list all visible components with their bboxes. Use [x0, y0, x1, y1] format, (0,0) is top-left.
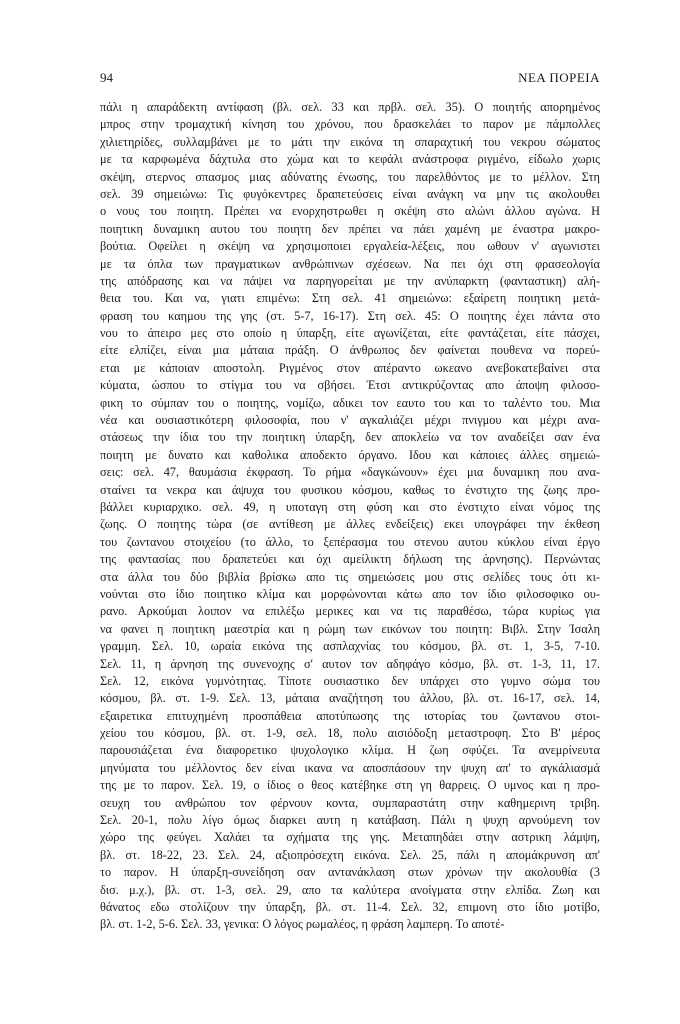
text-line: χώρο της φεύγει. Χαλάει τα σχήματα της γης. Μεταπηδάει στην αστρικη λάμψη,	[100, 830, 600, 845]
text-line: Σελ. 20-1, πολυ λίγο όμως διαρκει αυτη η κατάβαση. Πάλι η ψυχη αρνούμενη τον	[100, 813, 600, 828]
text-line: σελ. 39 σημειώνω: Τις φυγόκεντρες δραπετεύσεις είναι ανάγκη να μην τις ακολουθει	[100, 186, 600, 201]
text-line: σεις: σελ. 47, θαυμάσια έκφραση. Το ρήμα «δαγκώνουν» έχει μια δυναμικη που ανα-	[100, 465, 600, 480]
text-line: εξαιρετικα επιτυχημένη προσπάθεια αποτύπωσης της ιστορίας του ζωντανου στοι-	[100, 708, 600, 723]
text-line: στάσεως την ίδια του την ποιητικη ύπαρξη, δεν αποκλείω να τον αναδείξει σαν ένα	[100, 430, 600, 445]
text-line: ρανο. Αρκούμαι λοιπον να επιλέξω μερικες και να τις παραθέσω, τώρα κυρίως για	[100, 604, 600, 619]
text-line: του ζωντανου στοιχείου (το άλλο, το ξεπέρασμα του στενου αυτου κύκλου είναι έργο	[100, 534, 600, 549]
text-line: μηνύματα του μέλλοντος δεν είναι ικανα να αποσπάσουν την ψυχη απ' το αγκάλιασμά	[100, 760, 600, 775]
text-line: φικη το σύμπαν του ο ποιητης, νομίζω, αδικει τον εαυτο του και το ταλέντο του. Μια	[100, 395, 600, 410]
text-line: δισ. μ.χ.), βλ. στ. 1-3, σελ. 29, απο τα καλύτερα ανοίγματα στην ελπίδα. Ζωη και	[100, 882, 600, 897]
text-line: γραμμη. Σελ. 10, ωραία εικόνα της ασπλαχνίας του κόσμου, βλ. στ. 1, 3-5, 7-10.	[100, 639, 600, 654]
text-line: χείου του κόσμου, βλ. στ. 1-9, σελ. 18, πολυ αισιόδοξη μεταστροφη. Στο Β' μέρος	[100, 726, 600, 741]
text-line: βλ. στ. 1-2, 5-6. Σελ. 33, γενικα: Ο λόγος ρωμαλέος, η φράση λαμπερη. Το αποτέ-	[100, 917, 505, 932]
text-line: σευχη του ανθρώπου τον φέρνουν κοντα, συμπαραστάτη στην καθημερινη τριβη.	[100, 795, 600, 810]
text-line: βλ. στ. 18-22, 23. Σελ. 24, αξιοπρόσεχτη εικόνα. Σελ. 25, πάλι η απομάκρυνση απ'	[100, 847, 600, 862]
text-line: Σελ. 12, εικόνα γυμνότητας. Τίποτε ουσιαστικο δεν υπάρχει στο γυμνο σώμα του	[100, 673, 600, 688]
text-line: της απόδρασης και να πάψει να παρηγορείται με την ανύπαρκτη (φανταστικη) αλή-	[100, 273, 600, 288]
text-line: το παρον. Η ύπαρξη-συνείδηση σαν αντανάκλαση στων χρόνων την ακολουθία (3	[100, 865, 600, 880]
text-line: της φαντασίας που δραπετεύει και όχι αμείλικτη δήλωση της άρνησης). Περνώντας	[100, 552, 600, 567]
text-line: θεια του. Και να, γιατι επιμένω: Στη σελ. 41 σημειώνω: εξαίρετη ποιητικη μετά-	[100, 291, 600, 306]
journal-title: ΝΕΑ ΠΟΡΕΙΑ	[518, 70, 600, 85]
text-line: εται με κάποιαν αποστολη. Ριγμένος στον απέραντο ωκεανο ανεβοκατεβαίνει στα	[100, 360, 600, 375]
text-line: κόσμου, βλ. στ. 1-9. Σελ. 13, μάταια αναζήτηση του άλλου, βλ. στ. 16-17, σελ. 14,	[100, 691, 600, 706]
text-line: της με το παρον. Σελ. 19, ο ίδιος ο θεος κατέβηκε στη γη θαρρεις. Ο υμνος και η προ-	[100, 778, 600, 793]
text-line: θάνατος εδω στολίζουν την ύπαρξη, βλ. στ. 11-4. Σελ. 32, επιμονη στο ίδιο μοτίβο,	[100, 899, 600, 914]
text-line: νου το άπειρο μες στο οποίο η ύπαρξη, είτε αγωνίζεται, είτε φαντάζεται, είτε πάσχει,	[100, 326, 600, 341]
text-line: νέα και ουσιαστικότερη φιλοσοφία, που ν' αγκαλιάζει μέχρι πνιγμου και μέχρι ανα-	[100, 413, 600, 428]
text-line: είτε ελπίζει, είναι μια μάταια πράξη. Ο άνθρωπος δεν φαίνεται πουθενα να πορεύ-	[100, 343, 600, 358]
text-line: Σελ. 11, η άρνηση της συνενοχης σ' αυτον τον αδηφάγο κόσμο, βλ. στ. 1-3, 11, 17.	[100, 656, 600, 671]
text-line: νούνται στο ίδιο ποιητικο κλίμα και μορφώνονται κάτω απο τον ίδιο φιλοσοφικο ου-	[100, 586, 600, 601]
text-line: μπρος στην τρομαχτική κίνηση του χρόνου, που δρασκελάει το παρον με πάμπολλες	[100, 117, 600, 132]
text-line: χιλιετηρίδες, συλλαμβάνει με το μάτι την εικόνα τη σπαραχτική του νεκρου σώματος	[100, 134, 600, 149]
text-line: στα άλλα του δύο βιβλία βρίσκω απο τις σημειώσεις μου στις σελίδες τους ότι κι-	[100, 569, 600, 584]
text-line: να φανει η ποιητικη μαεστρία και η ρώμη των εικόνων του ποιητη: Βιβλ. Στην Ίσαλη	[100, 621, 600, 636]
text-line: σταίνει τα νεκρα και άψυχα του φυσικου κόσμου, καθως το ένστιχτο της ζωης προ-	[100, 482, 600, 497]
text-line: με τα όπλα των πραγματικων ανθρώπινων σχέσεων. Να πει όχι στη φρασεολογία	[100, 256, 600, 271]
text-line: παρουσιάζεται ένα διαφορετικο ψυχολογικο κλίμα. Η ζωη σφύζει. Τα ανεμρίνευτα	[100, 743, 600, 758]
text-line: ποιητη με δυνατο και καθολικα αποδεκτο όργανο. Ιδου και κάποιες άλλες σημειώ-	[100, 447, 600, 462]
text-line: σκέψη, στερνος σπασμος μιας αδύνατης ένωσης, του παρελθόντος με το μέλλον. Στη	[100, 169, 600, 184]
text-line: βούτια. Οφείλει η σκέψη να χρησιμοποιει εργαλεία-λέξεις, που ωθουν ν' αγωνιστει	[100, 239, 600, 254]
text-line: φραση του καημου της γης (στ. 5-7, 16-17). Στη σελ. 45: Ο ποιητης έχει πάντα στο	[100, 308, 600, 323]
text-line: πάλι η απαράδεκτη αντίφαση (βλ. σελ. 33 και πρβλ. σελ. 35). Ο ποιητής απορημένος	[100, 100, 600, 114]
text-line: ζωης. Ο ποιητης τώρα (σε αντίθεση με άλλες ενδείξεις) εκει υπογράφει την έκθεση	[100, 517, 600, 532]
text-line: ο νους του ποιητη. Πρέπει να ενορχηστρωθει η σκέψη στο αλώνι άλλου αγώνα. Η	[100, 204, 600, 219]
text-line: ποιητικη δυναμικη αυτου του ποιητη δεν πρέπει να πάει χαμένη με έναστρα μακρο-	[100, 221, 600, 236]
text-line: βάλλει κυριαρχικο. σελ. 49, η υποταγη στη φύση και στο ένστιχτο είναι νόμος της	[100, 499, 600, 514]
text-line: κύματα, ώσπου το στίγμα του να σβήσει. Έτσι αντικρύζοντας απο άποψη φιλοσο-	[100, 378, 600, 393]
body-text	[100, 99, 600, 934]
text-line: με τα καρφωμένα δάχτυλα στο χώμα και το κεφάλι ανάστροφα ριγμένο, είδωλο χωρις	[100, 152, 600, 167]
page-number: 94	[100, 70, 113, 85]
